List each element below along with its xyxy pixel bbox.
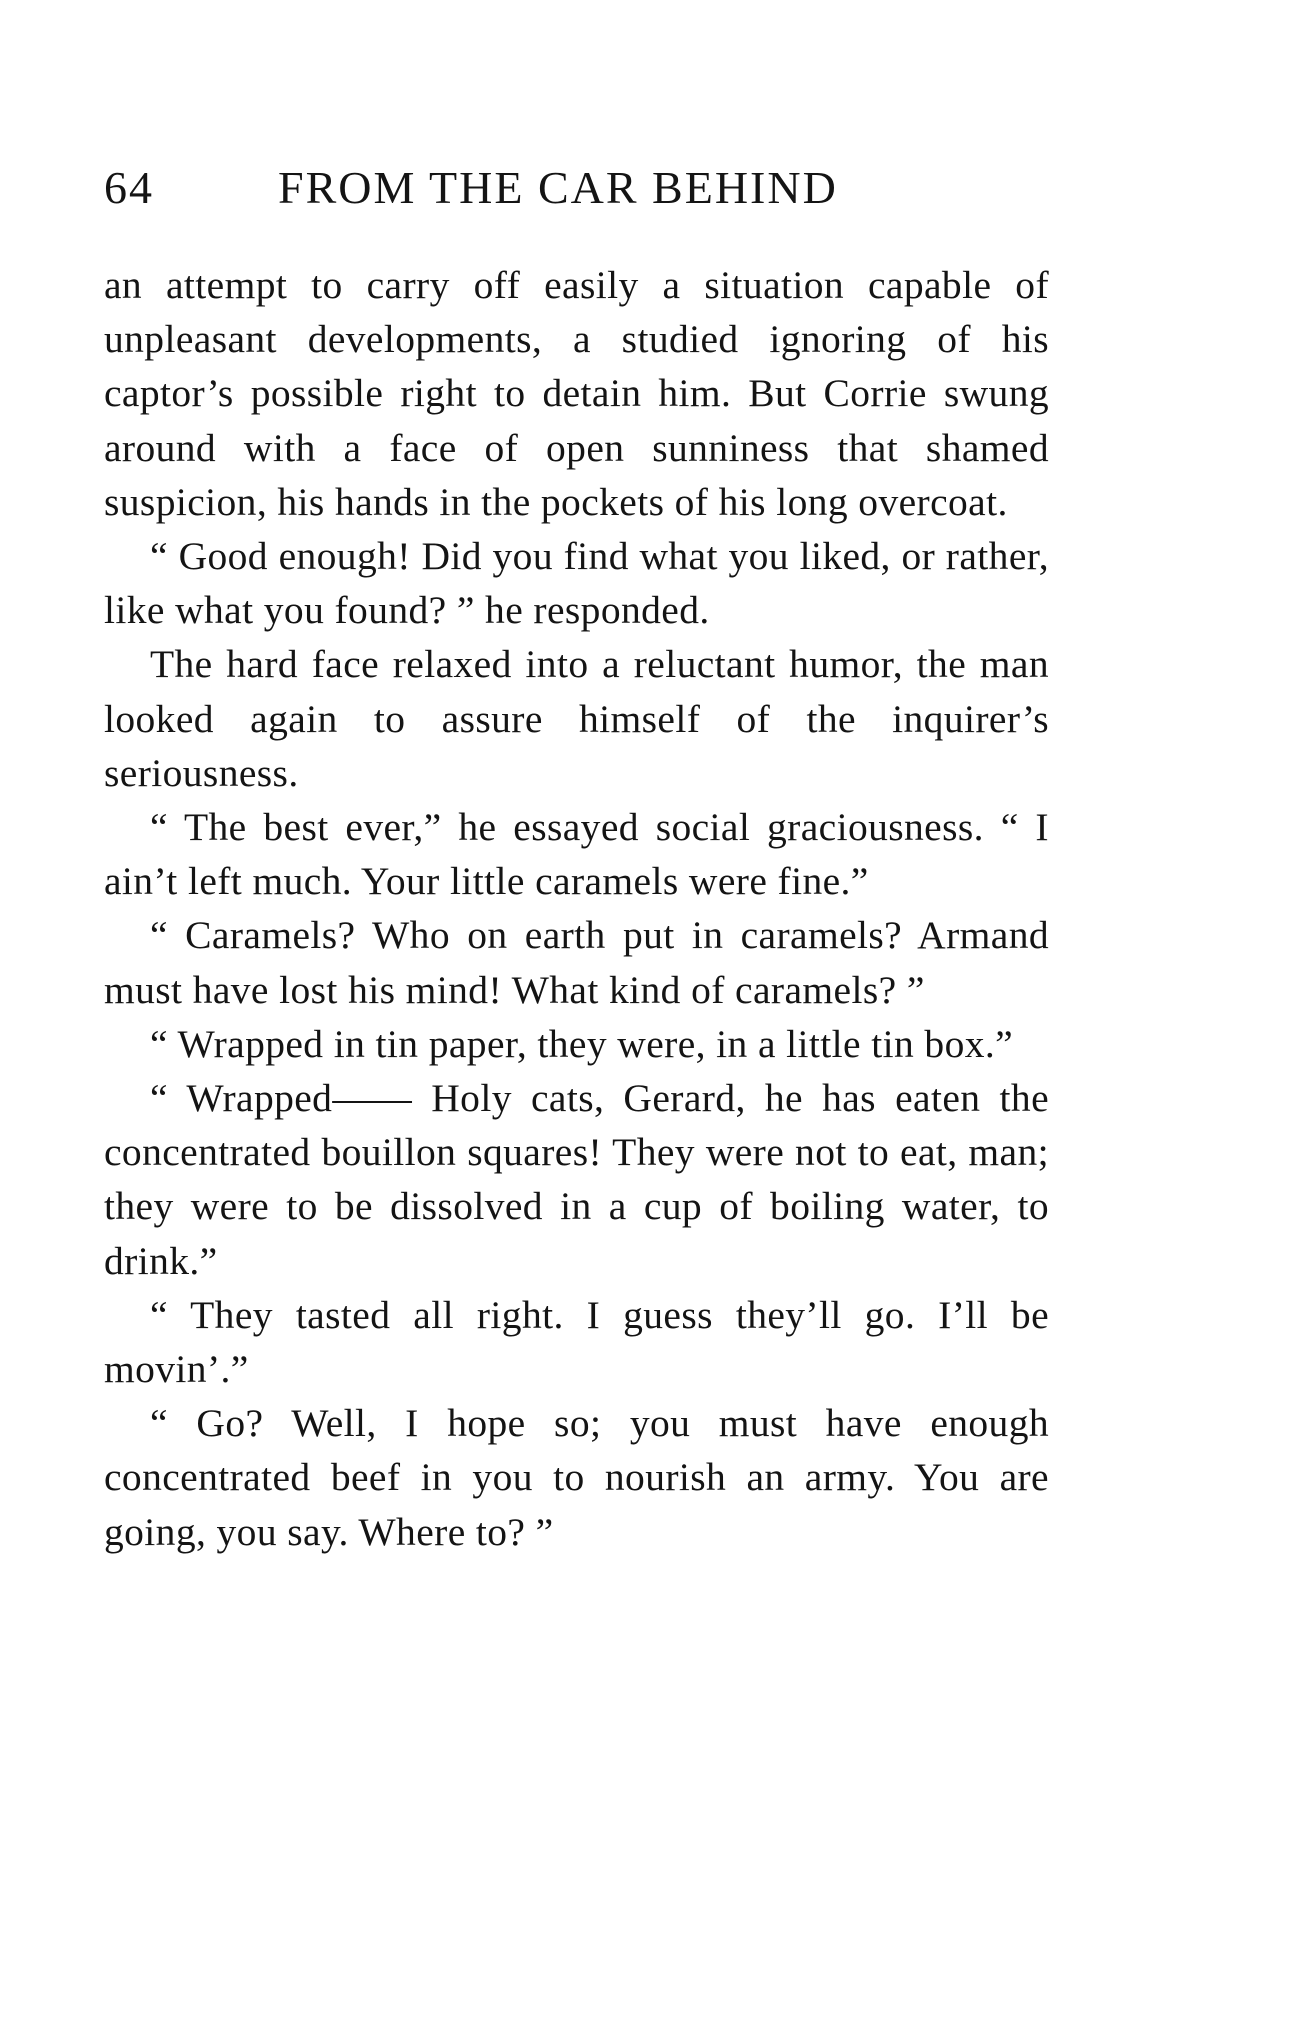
paragraph: “ They tasted all right. I guess they’ll go. I’ll be movin’.” <box>104 1292 1049 1392</box>
paragraph: “ Wrapped—— Holy cats, Gerard, he has eaten the concentrated bouillon squares! They were not to eat, man; they were to be dissolved in a cup of boiling water, to drink.” <box>104 1076 1049 1283</box>
body-text <box>104 258 1049 1559</box>
running-head <box>104 158 1054 218</box>
paragraph: an attempt to carry off easily a situation capable of unpleasant developments, a studied ignoring of his captor’s possible right to detain him. But Corrie swung around with a face of open sunniness that shamed suspicion, his hands in the pockets of his long overcoat. <box>104 263 1049 524</box>
paragraph: The hard face relaxed into a reluctant humor, the man looked again to assure himself of the inquirer’s seriousness. <box>104 642 1049 795</box>
paragraph: “ Go? Well, I hope so; you must have enough concentrated beef in you to nourish an army. You are going, you say. Where to? ” <box>104 1401 1049 1554</box>
paragraph: “ Caramels? Who on earth put in caramels? Armand must have lost his mind! What kind of caramels? ” <box>104 913 1049 1012</box>
page-number: 64 <box>104 162 154 213</box>
running-title: FROM THE CAR BEHIND <box>278 162 838 213</box>
paragraph: “ The best ever,” he essayed social graciousness. “ I ain’t left much. Your little caramels were fine.” <box>104 805 1049 904</box>
paragraph: “ Good enough! Did you find what you liked, or rather, like what you found? ” he responded. <box>104 534 1049 633</box>
paragraph: “ Wrapped in tin paper, they were, in a little tin box.” <box>150 1021 1014 1066</box>
